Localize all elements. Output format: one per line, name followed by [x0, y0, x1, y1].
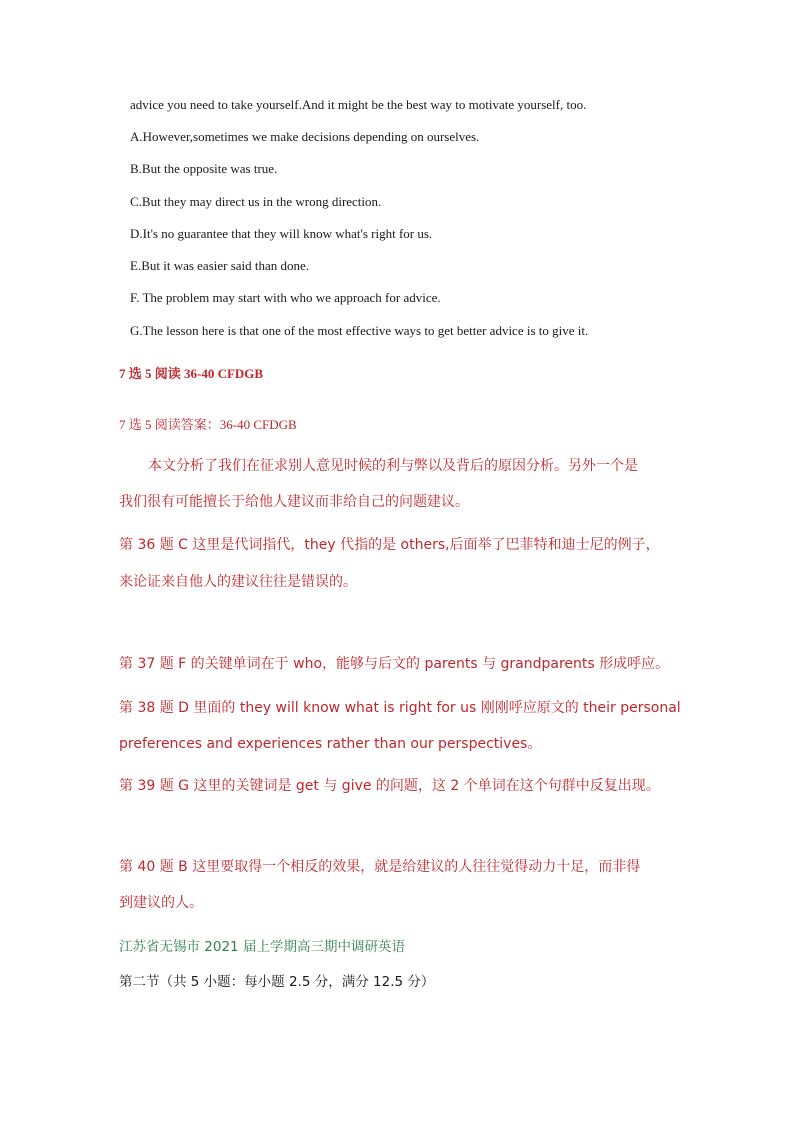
next-section-title: 第二节（共 5 小题：每小题 2.5 分，满分 12.5 分）	[119, 974, 435, 990]
q38-line-1: 第 38 题 D 里面的 they will know what is right for us 刚刚呼应原文的 their personal	[119, 700, 681, 716]
option-e: E.But it was easier said than done.	[130, 258, 310, 273]
next-section-source: 江苏省无锡市 2021 届上学期高三期中调研英语	[119, 939, 405, 955]
answers-heading: 7 选 5 阅读 36-40 CFDGB	[119, 366, 264, 381]
q37-explanation: 第 37 题 F 的关键单词在于 who，能够与后文的 parents 与 grandparents 形成呼应。	[119, 656, 670, 672]
q40-line-1: 第 40 题 B 这里要取得一个相反的效果，就是给建议的人往往觉得动力十足，而非得	[119, 859, 641, 875]
summary-line-2: 我们很有可能擅长于给他人建议而非给自己的问题建议。	[119, 494, 469, 510]
answers-key: 7 选 5 阅读答案：36-40 CFDGB	[119, 417, 297, 432]
passage-last-line: advice you need to take yourself.And it might be the best way to motivate yourself, too.	[130, 97, 587, 112]
option-g: G.The lesson here is that one of the most effective ways to get better advice is to give it.	[130, 323, 589, 338]
q36-line-1: 第 36 题 C 这里是代词指代，they 代指的是 others,后面举了巴菲特和迪士尼的例子，	[119, 537, 660, 553]
option-d: D.It's no guarantee that they will know what's right for us.	[130, 226, 433, 241]
option-a: A.However,sometimes we make decisions depending on ourselves.	[130, 129, 480, 144]
option-b: B.But the opposite was true.	[130, 161, 278, 176]
option-f: F. The problem may start with who we approach for advice.	[130, 290, 441, 305]
q38-line-2: preferences and experiences rather than our perspectives。	[119, 736, 542, 752]
q36-line-2: 来论证来自他人的建议往往是错误的。	[119, 574, 357, 590]
q40-line-2: 到建议的人。	[119, 895, 203, 911]
q39-explanation: 第 39 题 G 这里的关键词是 get 与 give 的问题，这 2 个单词在这个句群中反复出现。	[119, 778, 660, 794]
option-c: C.But they may direct us in the wrong direction.	[130, 194, 382, 209]
summary-line-1: 本文分析了我们在征求别人意见时候的利与弊以及背后的原因分析。另外一个是	[148, 458, 638, 474]
